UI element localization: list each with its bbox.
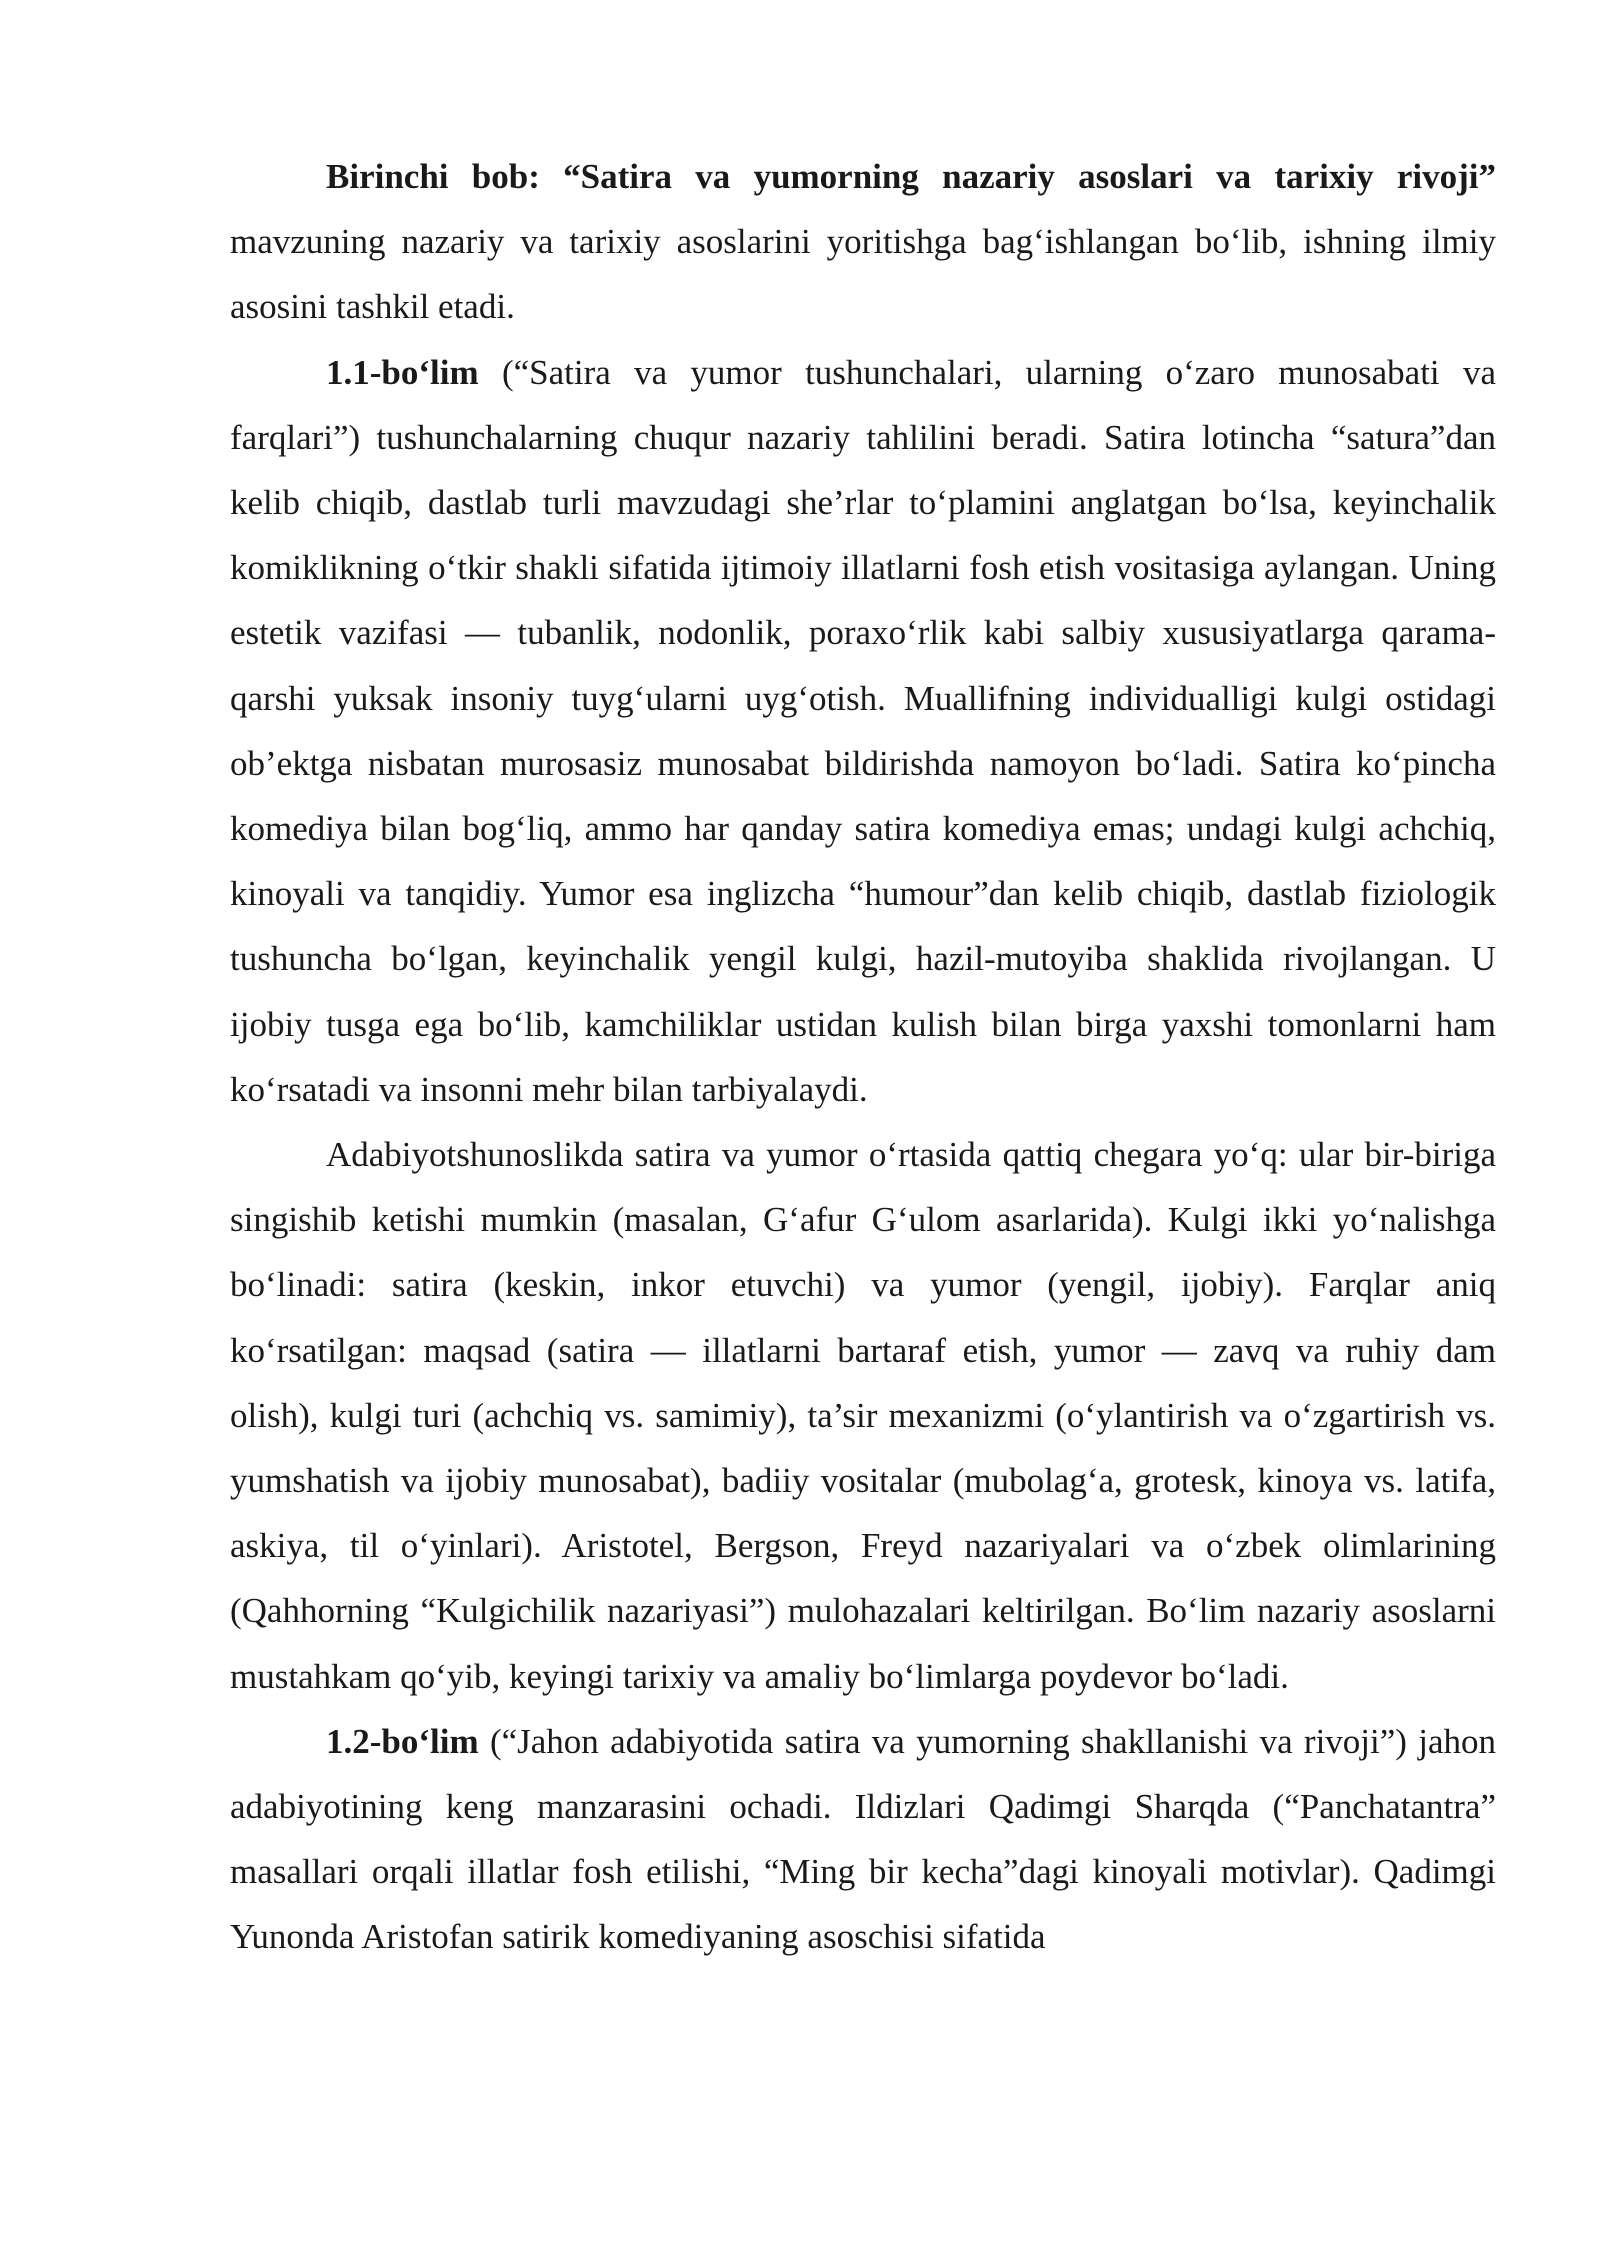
paragraph-text: Adabiyotshunoslikda satira va yumor o‘rtasida qattiq chegara yo‘q: ular bir-biriga singishib ketishi mumkin (masalan, G‘afur G‘ulom asarlarida). Kulgi ikki yo‘nalishga bo‘linadi: satira (keskin, inkor etuvchi) va yumor (yengil, ijobiy). Farqlar aniq ko‘rsatilgan: maqsad (satira — illatlarni bartaraf etish, yumor — zavq va ruhiy dam olish), kulgi turi (achchiq vs. samimiy), ta’sir mexanizmi (o‘ylantirish va o‘zgartirish vs. yumshatish va ijobiy munosabat), badiiy vositalar (mubolag‘a, grotesk, kinoya vs. latifa, askiya, til o‘yinlari). Aristotel, Bergson, Freyd nazariyalari va o‘zbek olimlarining (Qahhorning “Kulgichilik nazariyasi”) mulohazalari keltirilgan. Bo‘lim nazariy asoslarni mustahkam qo‘yib, keyingi tarixiy va amaliy bo‘limlarga poydevor bo‘ladi. [230, 1135, 1496, 1696]
document-page [230, 144, 1496, 1970]
chapter-title: Birinchi bob: “Satira va yumorning nazariy asoslari va tarixiy rivoji” [326, 157, 1496, 196]
paragraph-chapter-intro [230, 144, 1496, 340]
paragraph-satire-humor-differences [230, 1122, 1496, 1709]
section-heading-1-1: 1.1-bo‘lim [326, 352, 479, 392]
section-heading-1-2: 1.2-bo‘lim [326, 1721, 479, 1761]
paragraph-text: (“Jahon adabiyotida satira va yumorning shakllanishi va rivoji”) jahon adabiyotining keng manzarasini ochadi. Ildizlari Qadimgi Sharqda (“Panchatantra” masallari orqali illatlar fosh etilishi, “Ming bir kecha”dagi kinoyali motivlar). Qadimgi Yunonda Aristofan satirik komediyaning asoschisi sifatida [230, 1721, 1496, 1957]
paragraph-text: mavzuning nazariy va tarixiy asoslarini yoritishga bag‘ishlangan bo‘lib, ishning ilmiy asosini tashkil etadi. [230, 222, 1496, 327]
paragraph-section-1-1 [230, 340, 1496, 1122]
paragraph-text: (“Satira va yumor tushunchalari, ularning o‘zaro munosabati va farqlari”) tushunchalarning chuqur nazariy tahlilini beradi. Satira lotincha “satura”dan kelib chiqib, dastlab turli mavzudagi she’rlar to‘plamini anglatgan bo‘lsa, keyinchalik komiklikning o‘tkir shakli sifatida ijtimoiy illatlarni fosh etish vositasiga aylangan. Uning estetik vazifasi — tubanlik, nodonlik, poraxo‘rlik kabi salbiy xususiyatlarga qarama-qarshi yuksak insoniy tuyg‘ularni uyg‘otish. Muallifning individualligi kulgi ostidagi ob’ektga nisbatan murosasiz munosabat bildirishda namoyon bo‘ladi. Satira ko‘pincha komediya bilan bog‘liq, ammo har qanday satira komediya emas; undagi kulgi achchiq, kinoyali va tanqidiy. Yumor esa inglizcha “humour”dan kelib chiqib, dastlab fiziologik tushuncha bo‘lgan, keyinchalik yengil kulgi, hazil-mutoyiba shaklida rivojlangan. U ijobiy tusga ega bo‘lib, kamchiliklar ustidan kulish bilan birga yaxshi tomonlarni ham ko‘rsatadi va insonni mehr bilan tarbiyalaydi. [230, 352, 1496, 1109]
paragraph-section-1-2 [230, 1709, 1496, 1970]
